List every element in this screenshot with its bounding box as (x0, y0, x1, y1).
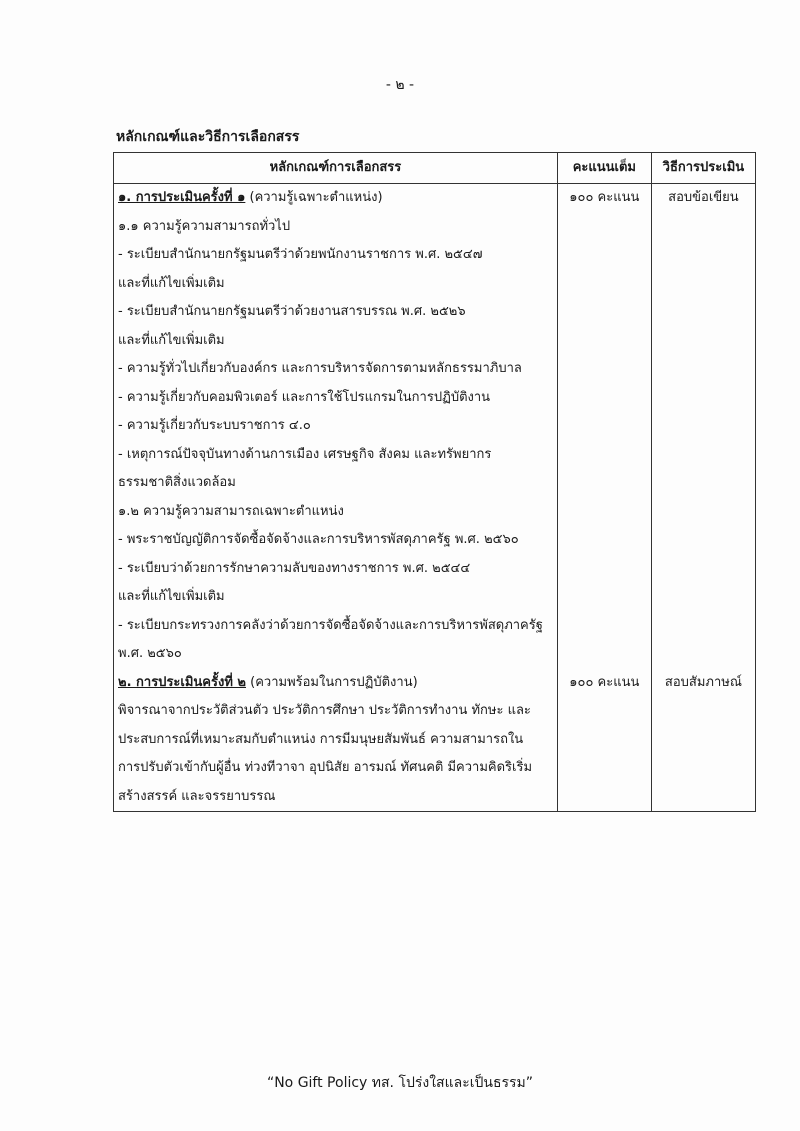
criteria-line: - ความรู้ทั่วไปเกี่ยวกับองค์กร และการบริหารจัดการตามหลักธรรมาภิบาล (118, 361, 522, 376)
section-title: หลักเกณฑ์และวิธีการเลือกสรร (116, 129, 300, 145)
criteria-line: พ.ศ. ๒๕๖๐ (118, 646, 182, 661)
criteria-line: ประสบการณ์ที่เหมาะสมกับตำแหน่ง การมีมนุษยสัมพันธ์ ความสามารถใน (118, 731, 524, 747)
criteria-line: - ระเบียบสำนักนายกรัฐมนตรีว่าด้วยงานสารบรรณ พ.ศ. ๒๕๒๖ (118, 304, 466, 319)
criteria-line: ๑.๑ ความรู้ความสามารถทั่วไป (118, 218, 291, 234)
table-row (114, 669, 756, 812)
criteria-line: - ความรู้เกี่ยวกับคอมพิวเตอร์ และการใช้โปรแกรมในการปฏิบัติงาน (118, 389, 491, 405)
footer-slogan: “No Gift Policy ทส. โปร่งใสและเป็นธรรม” (266, 1075, 534, 1091)
row-heading-title: ๑. การประเมินครั้งที่ ๑ (118, 190, 246, 205)
criteria-line: - พระราชบัญญัติการจัดซื้อจัดจ้างและการบริหารพัสดุภาครัฐ พ.ศ. ๒๕๖๐ (118, 532, 519, 547)
page-number: - ๒ - (385, 77, 415, 93)
method-cell: สอบข้อเขียน (651, 184, 755, 669)
method-cell: สอบสัมภาษณ์ (651, 669, 755, 812)
criteria-line: พิจารณาจากประวัติส่วนตัว ประวัติการศึกษา ประวัติการทำงาน ทักษะ และ (118, 703, 531, 718)
header-method: วิธีการประเมิน (651, 153, 755, 184)
criteria-line: และที่แก้ไขเพิ่มเติม (118, 589, 225, 604)
criteria-line: ธรรมชาติสิ่งแวดล้อม (118, 475, 236, 490)
table-row (114, 184, 756, 669)
criteria-line: - ระเบียบว่าด้วยการรักษาความลับของทางราชการ พ.ศ. ๒๕๔๔ (118, 560, 471, 576)
criteria-line: และที่แก้ไขเพิ่มเติม (118, 332, 225, 348)
criteria-line: - ความรู้เกี่ยวกับระบบราชการ ๔.๐ (118, 418, 311, 433)
row-heading-note: (ความพร้อมในการปฏิบัติงาน) (246, 674, 418, 690)
header-criteria: หลักเกณฑ์การเลือกสรร (114, 153, 558, 184)
row-heading (118, 669, 553, 698)
criteria-table (113, 152, 756, 812)
score-cell: ๑๐๐ คะแนน (557, 184, 651, 669)
criteria-line: การปรับตัวเข้ากับผู้อื่น ท่วงทีวาจา อุปนิสัย อารมณ์ ทัศนคติ มีความคิดริเริ่ม (118, 760, 533, 775)
criteria-line: - เหตุการณ์ปัจจุบันทางด้านการเมือง เศรษฐกิจ สังคม และทรัพยากร (118, 446, 492, 462)
table-header-row (114, 153, 756, 184)
row-heading-title: ๒. การประเมินครั้งที่ ๒ (118, 674, 246, 690)
row-heading (118, 184, 553, 213)
criteria-line: สร้างสรรค์ และจรรยาบรรณ (118, 788, 276, 804)
criteria-line: - ระเบียบกระทรวงการคลังว่าด้วยการจัดซื้อจัดจ้างและการบริหารพัสดุภาครัฐ (118, 617, 543, 633)
row-heading-note: (ความรู้เฉพาะตำแหน่ง) (245, 190, 383, 205)
score-cell: ๑๐๐ คะแนน (557, 669, 651, 812)
criteria-cell (114, 669, 558, 812)
criteria-line: และที่แก้ไขเพิ่มเติม (118, 275, 225, 291)
header-score: คะแนนเต็ม (557, 153, 651, 184)
criteria-line: - ระเบียบสำนักนายกรัฐมนตรีว่าด้วยพนักงานราชการ พ.ศ. ๒๕๔๗ (118, 247, 483, 262)
criteria-cell (114, 184, 558, 669)
criteria-line: ๑.๒ ความรู้ความสามารถเฉพาะตำแหน่ง (118, 503, 344, 519)
